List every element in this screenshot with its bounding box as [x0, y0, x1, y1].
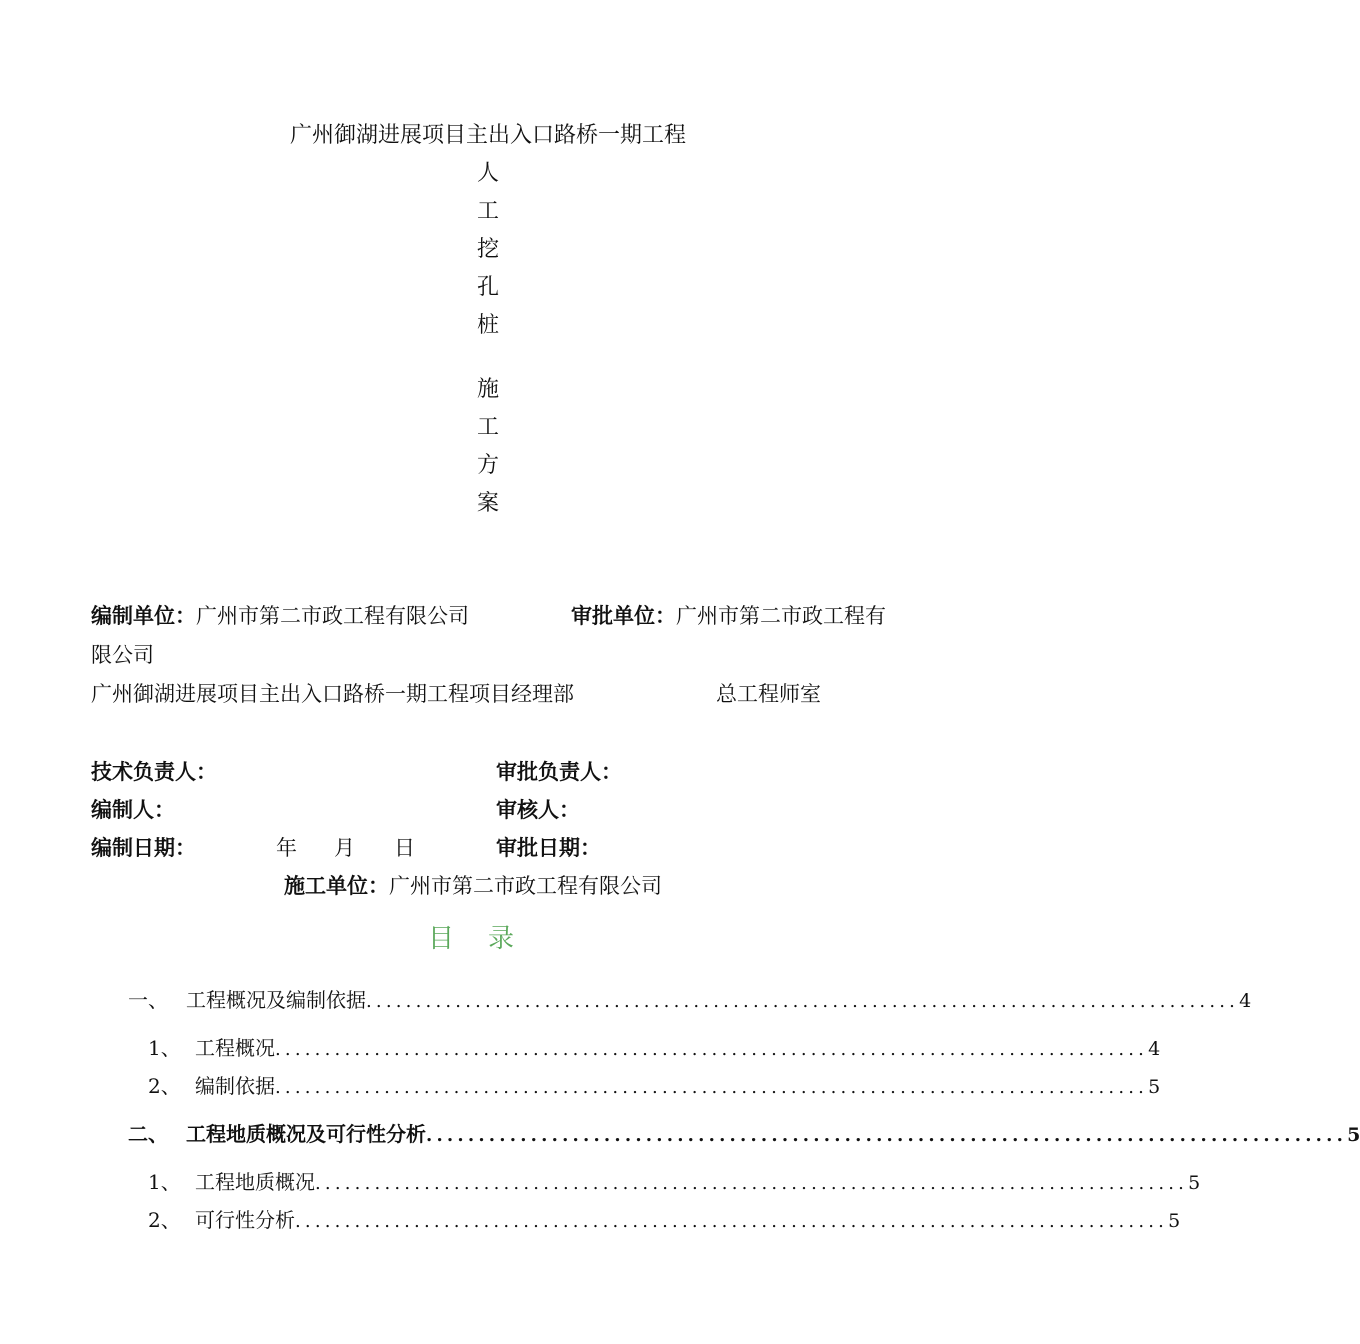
vertical-title-char: 方	[476, 453, 499, 478]
approve-date-line	[496, 832, 601, 862]
compile-unit-line	[91, 600, 469, 630]
vertical-title-char: 桩	[476, 313, 499, 338]
toc-entry-number: 1、	[148, 1170, 181, 1194]
approve-unit-line	[571, 600, 886, 630]
vertical-title-char: 孔	[476, 275, 499, 300]
compiler-label: 编制人	[91, 798, 154, 822]
colon: ：	[175, 836, 196, 860]
toc-leader-dots: ........................................................................................	[366, 991, 1240, 1012]
construction-unit-value: 广州市第二市政工程有限公司	[389, 874, 662, 898]
toc-leader-dots: ........................................................................................	[315, 1173, 1189, 1194]
colon: ：	[559, 798, 580, 822]
construction-unit-label: 施工单位	[284, 874, 368, 898]
toc-leader-dots: ........................................................................................	[275, 1077, 1149, 1098]
tech-lead-label: 技术负责人	[91, 760, 196, 784]
toc-entry-page: 5	[1188, 1172, 1201, 1194]
colon: ：	[655, 604, 676, 628]
reviewer-line	[496, 794, 580, 824]
colon: ：	[175, 604, 196, 628]
toc-entry[interactable]	[148, 1204, 1181, 1234]
toc-entry[interactable]	[128, 1118, 1360, 1148]
vertical-title-char: 工	[476, 415, 499, 440]
toc-title: 目录	[427, 924, 548, 954]
construction-unit-line	[284, 870, 662, 900]
toc-entry-page: 5	[1148, 1076, 1161, 1098]
colon: ：	[368, 874, 389, 898]
colon: ：	[580, 836, 601, 860]
colon: ：	[601, 760, 622, 784]
approve-unit-department: 总工程师室	[716, 682, 821, 706]
toc-entry-text: 工程地质概况及可行性分析	[186, 1122, 426, 1146]
toc-entry-number: 一、	[128, 988, 168, 1012]
compile-unit-value: 广州市第二市政工程有限公司	[196, 604, 469, 628]
toc-entry-number: 2、	[148, 1074, 181, 1098]
toc-entry-page: 4	[1148, 1038, 1161, 1060]
colon: ：	[196, 760, 217, 784]
project-title: 广州御湖进展项目主出入口路桥一期工程	[289, 123, 686, 148]
toc-leader-dots: ........................................................................................	[275, 1039, 1149, 1060]
toc-entry[interactable]	[148, 1166, 1201, 1196]
toc-entry-number: 2、	[148, 1208, 181, 1232]
vertical-title-char: 人	[476, 161, 499, 186]
toc-leader-dots: ........................................................................................	[426, 1125, 1348, 1146]
toc-entry[interactable]	[148, 1032, 1161, 1062]
approve-lead-label: 审批负责人	[496, 760, 601, 784]
compile-unit-label: 编制单位	[91, 604, 175, 628]
reviewer-label: 审核人	[496, 798, 559, 822]
compile-unit-department: 广州御湖进展项目主出入口路桥一期工程项目经理部	[91, 682, 574, 706]
approve-unit-label: 审批单位	[571, 604, 655, 628]
date-month: 月	[334, 836, 355, 860]
tech-lead-line	[91, 756, 217, 786]
compile-date-line	[91, 832, 196, 862]
compiler-line	[91, 794, 175, 824]
toc-entry-number: 二、	[128, 1122, 168, 1146]
colon: ：	[154, 798, 175, 822]
toc-entry-number: 1、	[148, 1036, 181, 1060]
vertical-title-char: 施	[476, 377, 499, 402]
approve-unit-value: 广州市第二市政工程有	[676, 604, 886, 628]
approve-lead-line	[496, 756, 622, 786]
toc-entry[interactable]	[128, 984, 1252, 1014]
vertical-title-char: 挖	[476, 237, 499, 262]
toc-leader-dots: ........................................................................................	[295, 1211, 1169, 1232]
toc-entry[interactable]	[148, 1070, 1161, 1100]
vertical-title-char: 案	[476, 491, 499, 516]
toc-entry-page: 5	[1347, 1124, 1360, 1146]
toc-entry-text: 编制依据	[195, 1074, 275, 1098]
toc-entry-text: 工程地质概况	[195, 1170, 315, 1194]
toc-entry-text: 可行性分析	[195, 1208, 295, 1232]
approve-date-label: 审批日期	[496, 836, 580, 860]
toc-entry-page: 4	[1239, 990, 1252, 1012]
compile-date-label: 编制日期	[91, 836, 175, 860]
toc-entry-text: 工程概况及编制依据	[186, 988, 366, 1012]
approve-unit-value-continued: 限公司	[91, 643, 154, 667]
toc-entry-page: 5	[1168, 1210, 1181, 1232]
date-year: 年	[276, 836, 297, 860]
toc-entry-text: 工程概况	[195, 1036, 275, 1060]
vertical-title-char: 工	[476, 199, 499, 224]
date-day: 日	[394, 836, 415, 860]
